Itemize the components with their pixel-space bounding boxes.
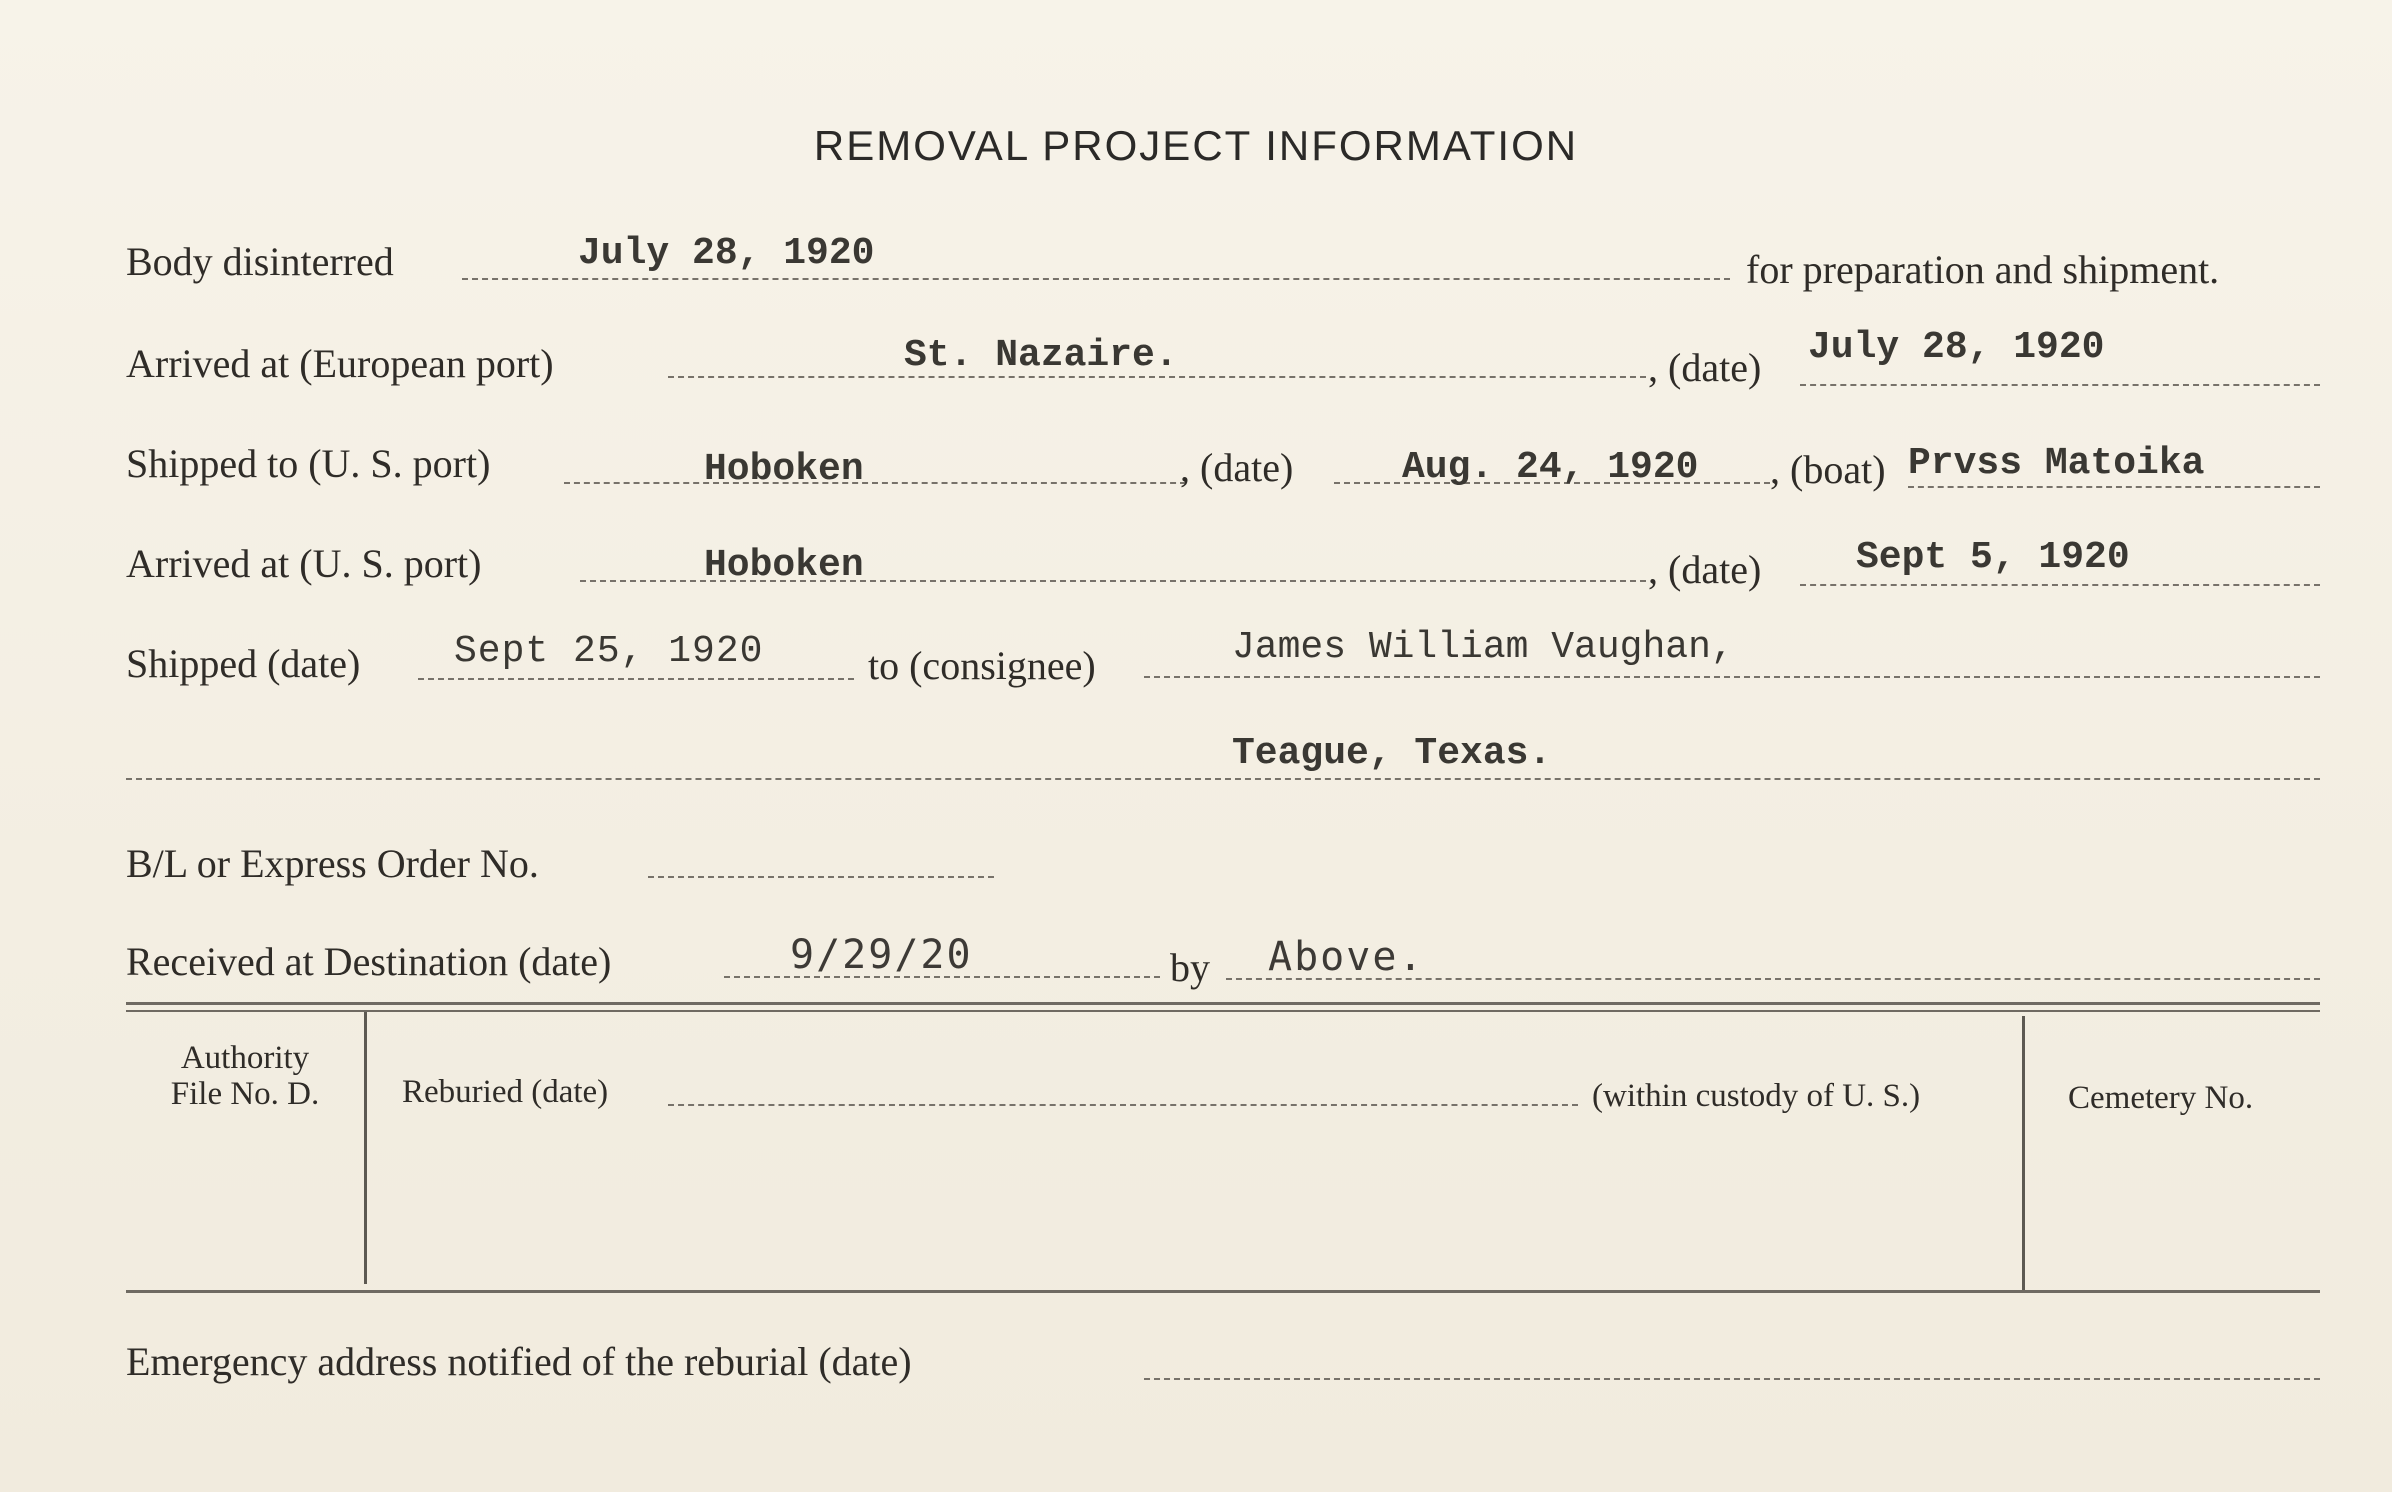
cemetery-label: Cemetery No. (2068, 1080, 2254, 1116)
custody-label: (within custody of U. S.) (1592, 1078, 1921, 1114)
shipped-us-date: Aug. 24, 1920 (1402, 446, 1699, 489)
box-divider-right (2022, 1016, 2025, 1292)
arrived-european-date-line (1800, 384, 2320, 386)
arrived-us-date-line (1800, 584, 2320, 586)
shipped-us-boat-line (1908, 486, 2320, 488)
shipped-date-line (418, 678, 854, 680)
arrived-european-date-label: , (date) (1648, 345, 1762, 390)
arrived-european-date: July 28, 1920 (1808, 326, 2105, 369)
shipped-us-port: Hoboken (704, 448, 864, 491)
shipped-us-label: Shipped to (U. S. port) (126, 441, 491, 486)
bl-order-label: B/L or Express Order No. (126, 841, 539, 886)
bl-order-line (648, 876, 994, 878)
received-by-label: by (1170, 945, 1210, 990)
received-by: Above. (1268, 934, 1425, 980)
card-title: REMOVAL PROJECT INFORMATION (813, 122, 1579, 169)
authority-line-1: Authority (180, 1040, 310, 1076)
shipped-us-boat-label: , (boat) (1770, 447, 1886, 492)
received-label: Received at Destination (date) (126, 939, 612, 984)
consignee-address-line (126, 778, 2320, 780)
shipped-date-label: Shipped (date) (126, 641, 361, 686)
shipped-us-date-label: , (date) (1180, 445, 1294, 490)
consignee-name: James William Vaughan, (1232, 626, 1734, 669)
body-disinterred-line (462, 278, 1730, 280)
divider-bottom (126, 1290, 2320, 1293)
body-disinterred-value: July 28, 1920 (578, 232, 875, 275)
emergency-label: Emergency address notified of the reburial (date) (126, 1339, 912, 1384)
body-disinterred-suffix: for preparation and shipment. (1746, 247, 2220, 292)
body-disinterred-label: Body disinterred (126, 239, 394, 284)
arrived-us-port: Hoboken (704, 544, 864, 587)
reburied-line (668, 1104, 1578, 1106)
received-date: 9/29/20 (790, 932, 973, 978)
divider-top-2 (126, 1010, 2320, 1012)
arrived-european-label: Arrived at (European port) (126, 341, 554, 386)
box-divider-left (364, 1012, 367, 1284)
consignee-address: Teague, Texas. (1232, 732, 1552, 775)
shipped-us-line (564, 482, 1186, 484)
emergency-line (1144, 1378, 2320, 1380)
arrived-european-port: St. Nazaire. (904, 334, 1178, 377)
arrived-us-date-label: , (date) (1648, 547, 1762, 592)
shipped-date-value: Sept 25, 1920 (454, 630, 764, 673)
arrived-us-label: Arrived at (U. S. port) (126, 541, 482, 586)
authority-line-2: File No. D. (170, 1076, 320, 1112)
consignee-label: to (consignee) (868, 643, 1096, 688)
consignee-line (1144, 676, 2320, 678)
arrived-us-date: Sept 5, 1920 (1856, 536, 2130, 579)
authority-block (126, 1040, 364, 1112)
shipped-us-boat: Prvss Matoika (1908, 442, 2205, 485)
divider-top-1 (126, 1002, 2320, 1005)
reburied-label: Reburied (date) (402, 1074, 609, 1110)
